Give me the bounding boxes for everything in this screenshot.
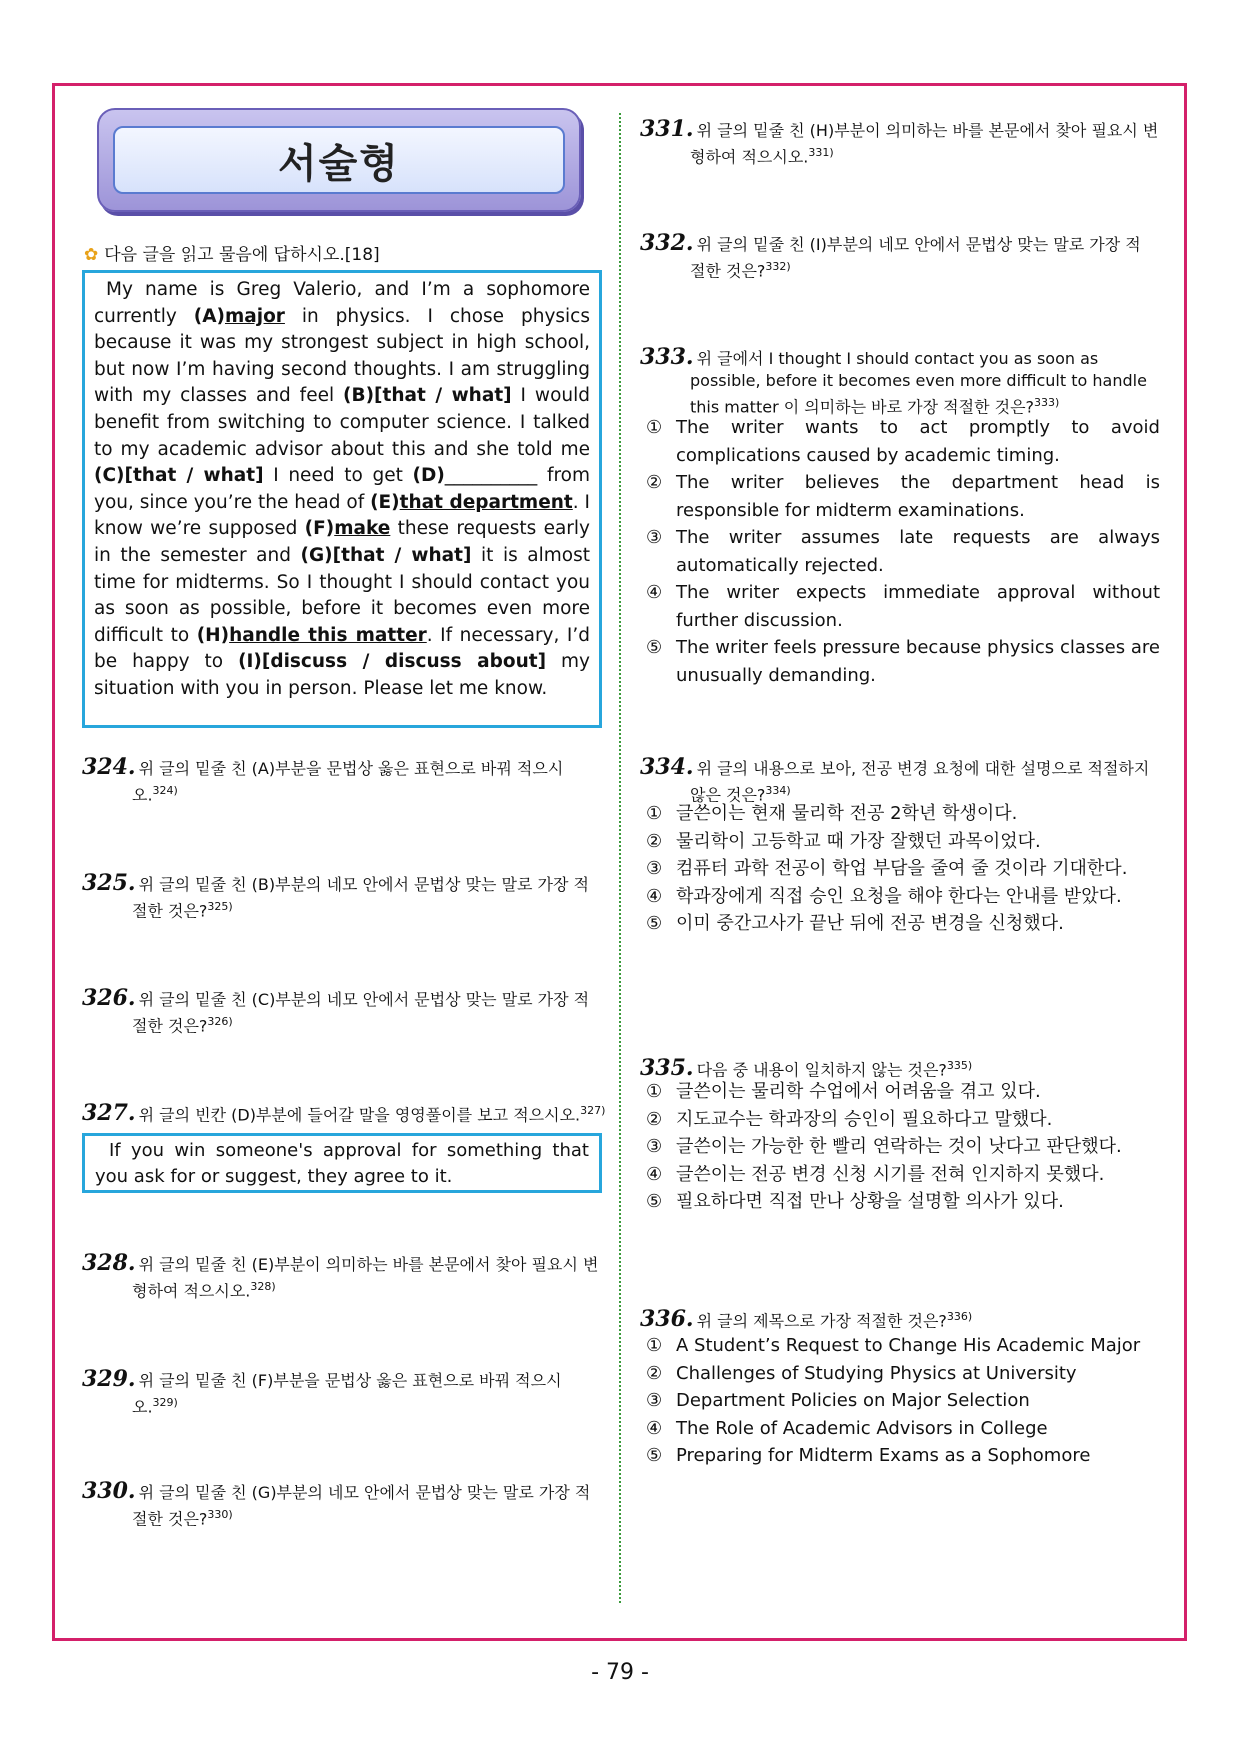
option-marker: ④ xyxy=(646,582,663,603)
option-text: The writer believes the department head is responsible for midterm examinations. xyxy=(676,472,1160,521)
question-327 xyxy=(82,1100,622,1126)
passage-segment: make xyxy=(334,518,391,540)
passage-segment: in physics. I chose physics because it was my strongest subject in high school, but now I’m having second thoughts. I am struggling with my classes and feel xyxy=(94,305,590,407)
option-text: 이미 중간고사가 끝난 뒤에 전공 변경을 신청했다. xyxy=(676,913,1064,934)
option-item xyxy=(646,1161,1160,1189)
question-text: 위 글에서 I thought I should contact you as soon as xyxy=(696,349,1099,368)
question-text: 위 글의 빈칸 (D)부분에 들어갈 말을 영영풀이를 보고 적으시오. xyxy=(138,1105,581,1125)
option-item xyxy=(646,910,1160,938)
footnote-ref: 336) xyxy=(946,1310,973,1323)
option-marker: ② xyxy=(646,1108,663,1130)
passage-segment: I need to get xyxy=(263,465,413,487)
question-text-cont: 절한 것은? xyxy=(132,1509,208,1529)
option-item xyxy=(646,1106,1160,1134)
option-item xyxy=(646,1188,1160,1216)
instruction-text: 다음 글을 읽고 물음에 답하시오.[18] xyxy=(104,245,380,265)
passage-segment: (A) xyxy=(193,305,225,327)
passage-segment: (F) xyxy=(304,518,335,540)
question-326 xyxy=(82,987,602,1037)
option-text: 필요하다면 직접 만나 상황을 설명할 의사가 있다. xyxy=(676,1191,1064,1212)
footnote-ref: 328) xyxy=(250,1280,276,1293)
question-text: 위 글의 밑줄 친 (A)부분을 문법상 옳은 표현으로 바꿔 적으시 xyxy=(138,759,564,778)
option-text: 글쓴이는 전공 변경 신청 시기를 전혀 인지하지 못했다. xyxy=(676,1163,1105,1185)
option-marker: ③ xyxy=(646,858,663,879)
option-item xyxy=(646,469,1160,524)
option-text: Preparing for Midterm Exams as a Sophomore xyxy=(676,1445,1091,1466)
option-marker: ① xyxy=(646,1081,663,1102)
question-number: 332. xyxy=(640,230,694,256)
question-number: 325. xyxy=(82,870,136,896)
passage-segment: these requests early in the semester and xyxy=(94,518,590,566)
passage-indent xyxy=(94,279,106,300)
option-marker: ② xyxy=(646,830,663,852)
question-text: 위 글의 밑줄 친 (F)부분을 문법상 옳은 표현으로 바꿔 적으시 xyxy=(138,1371,562,1390)
instruction xyxy=(84,240,380,265)
question-text: 다음 중 내용이 일치하지 않는 것은? xyxy=(696,1060,947,1080)
definition-box xyxy=(82,1133,602,1193)
footnote-ref: 330) xyxy=(207,1508,233,1521)
question-number: 335. xyxy=(640,1055,694,1082)
question-text-cont: 형하여 적으시오. xyxy=(690,147,809,167)
question-text: 위 글의 밑줄 친 (I)부분의 네모 안에서 문법상 맞는 말로 가장 적 xyxy=(696,235,1141,254)
option-text: The writer assumes late requests are always automatically rejected. xyxy=(676,527,1160,576)
question-324 xyxy=(82,756,602,806)
option-item xyxy=(646,1415,1160,1443)
passage-segment: . If necessary, I’d be happy to xyxy=(94,624,590,673)
passage-segment: (B)[that / what] xyxy=(343,385,512,407)
passage-segment: (C)[that / what] xyxy=(94,465,264,487)
question-331 xyxy=(640,118,1160,168)
section-title-inner xyxy=(113,126,565,194)
passage-segment: major xyxy=(224,305,285,327)
question-text-cont: 오. xyxy=(132,1397,153,1417)
passage-segment: (I)[discuss / discuss about] xyxy=(238,651,547,673)
question-number: 330. xyxy=(82,1478,136,1504)
question-328 xyxy=(82,1252,602,1302)
option-marker: ④ xyxy=(646,1163,663,1185)
passage-segment: My name is Greg Valerio, and I’m a sophomore currently xyxy=(94,279,590,327)
option-item xyxy=(646,883,1160,911)
option-item xyxy=(646,1133,1160,1161)
option-text: 글쓴이는 현재 물리학 전공 2학년 학생이다. xyxy=(676,803,1018,824)
option-text: 글쓴이는 가능한 한 빨리 연락하는 것이 낫다고 판단했다. xyxy=(676,1136,1122,1157)
section-title-box xyxy=(97,108,581,212)
footnote-ref: 333) xyxy=(1034,396,1060,409)
question-text-cont: 않은 것은? xyxy=(690,785,766,805)
footnote-ref: 332) xyxy=(765,260,791,273)
options-336 xyxy=(646,1332,1160,1470)
question-325 xyxy=(82,872,602,922)
question-text-cont: 절한 것은? xyxy=(132,901,208,921)
question-number: 324. xyxy=(82,754,136,780)
option-marker: ⑤ xyxy=(646,913,663,934)
footnote-ref: 324) xyxy=(152,784,178,797)
question-332 xyxy=(640,232,1160,282)
flower-icon: ✿ xyxy=(84,245,99,265)
passage-segment: (H) xyxy=(196,624,230,646)
question-number: 333. xyxy=(640,344,694,370)
option-item xyxy=(646,524,1160,579)
page-number: - 79 - xyxy=(591,1660,649,1685)
option-text: Challenges of Studying Physics at University xyxy=(676,1362,1077,1384)
options-335 xyxy=(646,1078,1160,1216)
option-item xyxy=(646,1387,1160,1415)
option-marker: ③ xyxy=(646,527,663,548)
option-item xyxy=(646,1360,1160,1388)
passage-segment: (E) xyxy=(370,491,400,513)
section-title: 서술형 xyxy=(278,140,400,187)
option-marker: ③ xyxy=(646,1136,663,1157)
footnote-ref: 335) xyxy=(946,1059,973,1072)
option-marker: ② xyxy=(646,1362,663,1384)
question-number: 327. xyxy=(82,1100,136,1127)
footnote-ref: 326) xyxy=(207,1015,233,1028)
footnote-ref: 325) xyxy=(207,900,233,913)
question-text-cont: 절한 것은? xyxy=(132,1016,208,1036)
option-text: 지도교수는 학과장의 승인이 필요하다고 말했다. xyxy=(676,1108,1053,1130)
question-333 xyxy=(640,346,1160,418)
passage-segment: it is almost time for midterms. So I thought I should contact you as soon as possible, before it becomes even more difficult to xyxy=(94,544,591,646)
option-marker: ③ xyxy=(646,1390,663,1411)
question-text-cont: 형하여 적으시오. xyxy=(132,1281,251,1301)
passage-segment: . I know we’re supposed xyxy=(94,491,591,540)
option-marker: ⑤ xyxy=(646,1191,663,1212)
passage-segment: (G)[that / what] xyxy=(300,544,472,566)
passage-segment: from you, since you’re the head of xyxy=(94,465,591,513)
option-item xyxy=(646,855,1160,883)
question-text: 위 글의 밑줄 친 (H)부분이 의미하는 바를 본문에서 찾아 필요시 변 xyxy=(696,121,1159,140)
question-text-cont: 오. xyxy=(132,785,153,805)
option-marker: ④ xyxy=(646,1417,663,1439)
option-marker: ① xyxy=(646,1335,663,1356)
question-number: 336. xyxy=(640,1306,694,1333)
option-item xyxy=(646,1442,1160,1470)
footnote-ref: 327) xyxy=(580,1104,606,1117)
passage-segment: (D) xyxy=(412,465,445,487)
question-text: 위 글의 내용으로 보아, 전공 변경 요청에 대한 설명으로 적절하지 xyxy=(696,759,1150,778)
question-text: 위 글의 밑줄 친 (C)부분의 네모 안에서 문법상 맞는 말로 가장 적 xyxy=(138,990,590,1009)
definition-text: If you win someone's approval for something that you ask for or suggest, they agree to it. xyxy=(95,1140,589,1187)
option-text: 물리학이 고등학교 때 가장 잘했던 과목이었다. xyxy=(676,830,1041,852)
footnote-ref: 329) xyxy=(152,1396,178,1409)
option-marker: ② xyxy=(646,472,663,493)
option-item xyxy=(646,800,1160,828)
option-item xyxy=(646,579,1160,634)
question-text-cont: 절한 것은? xyxy=(690,261,766,281)
question-number: 329. xyxy=(82,1366,136,1392)
question-number: 331. xyxy=(640,116,694,142)
question-text: 위 글의 밑줄 친 (G)부분의 네모 안에서 문법상 맞는 말로 가장 적 xyxy=(138,1483,591,1502)
option-text: A Student’s Request to Change His Academic Major xyxy=(676,1335,1141,1356)
question-text: 위 글의 제목으로 가장 적절한 것은? xyxy=(696,1311,947,1331)
option-text: The writer feels pressure because physics classes are unusually demanding. xyxy=(676,637,1160,686)
option-text: The writer wants to act promptly to avoid complications caused by academic timing. xyxy=(676,417,1160,466)
question-text-cont: possible, before it becomes even more difficult to handle this matter 이 의미하는 바로 가장 적절한 것은? xyxy=(690,371,1147,417)
question-text: 위 글의 밑줄 친 (B)부분의 네모 안에서 문법상 맞는 말로 가장 적 xyxy=(138,875,589,894)
option-marker: ④ xyxy=(646,885,663,907)
question-number: 326. xyxy=(82,985,136,1011)
column-divider xyxy=(619,113,621,1603)
option-item xyxy=(646,1078,1160,1106)
options-334 xyxy=(646,800,1160,938)
question-336 xyxy=(640,1306,1160,1332)
option-text: The writer expects immediate approval without further discussion. xyxy=(676,582,1160,631)
option-text: The Role of Academic Advisors in College xyxy=(676,1417,1048,1439)
passage-segment: handle this matter xyxy=(229,624,427,646)
option-item xyxy=(646,828,1160,856)
option-item xyxy=(646,414,1160,469)
option-marker: ⑤ xyxy=(646,637,663,658)
footnote-ref: 334) xyxy=(765,784,791,797)
passage-segment: __________ xyxy=(444,465,538,487)
option-marker: ⑤ xyxy=(646,1445,663,1466)
passage-segment: that department xyxy=(399,491,573,513)
passage-segment: I would benefit from switching to computer science. I talked to my academic advisor about this and she told me xyxy=(94,385,590,460)
option-item xyxy=(646,1332,1160,1360)
question-330 xyxy=(82,1480,602,1530)
footnote-ref: 331) xyxy=(808,146,834,159)
passage-box xyxy=(82,270,602,728)
option-text: 컴퓨터 과학 전공이 학업 부담을 줄여 줄 것이라 기대한다. xyxy=(676,858,1128,879)
question-text: 위 글의 밑줄 친 (E)부분이 의미하는 바를 본문에서 찾아 필요시 변 xyxy=(138,1255,599,1274)
options-333 xyxy=(646,414,1160,689)
question-number: 334. xyxy=(640,754,694,780)
option-marker: ① xyxy=(646,803,663,824)
option-text: 글쓴이는 물리학 수업에서 어려움을 겪고 있다. xyxy=(676,1081,1041,1102)
option-text: 학과장에게 직접 승인 요청을 해야 한다는 안내를 받았다. xyxy=(676,885,1122,907)
question-number: 328. xyxy=(82,1250,136,1276)
passage-segment: my situation with you in person. Please let me know. xyxy=(94,651,590,699)
option-item xyxy=(646,634,1160,689)
question-329 xyxy=(82,1368,602,1418)
option-text: Department Policies on Major Selection xyxy=(676,1390,1030,1411)
option-marker: ① xyxy=(646,417,663,438)
question-334 xyxy=(640,756,1160,806)
